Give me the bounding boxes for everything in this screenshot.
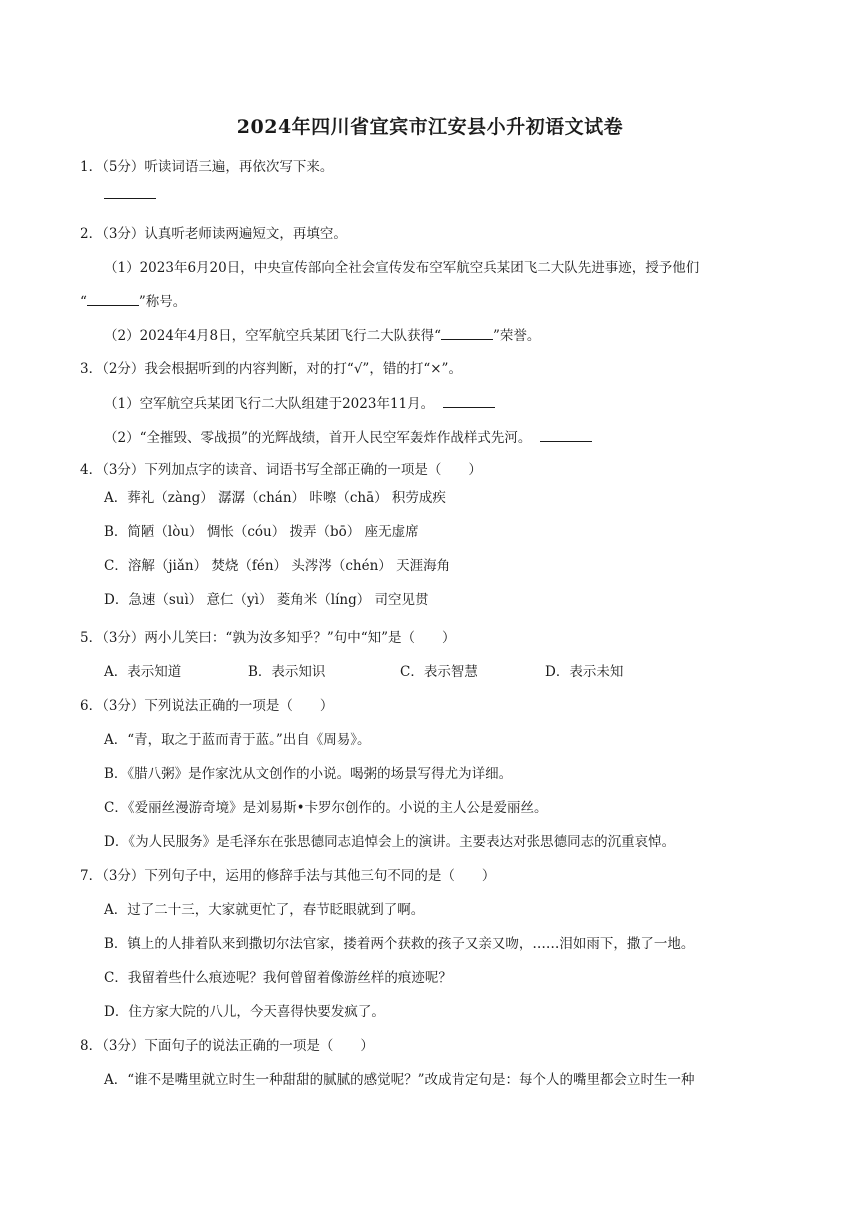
answer-blank-q1[interactable] xyxy=(104,198,156,199)
question-7-option-b: B．镇上的人排着队来到撒切尔法官家，搂着两个获救的孩子又亲又吻，……泪如雨下，撒了一地。 xyxy=(104,936,695,952)
question-4-option-d: D．急速（suì） 意仁（yì） 菱角米（líng） 司空见贯 xyxy=(104,592,429,608)
quote-close-text: ”称号。 xyxy=(138,294,187,310)
question-2-sub-1-line-2 xyxy=(80,291,186,312)
question-5-option-c: C．表示智慧 xyxy=(400,664,478,680)
question-6-option-d: D．《为人民服务》是毛泽东在张思德同志追悼会上的演讲。主要表达对张思德同志的沉重哀悼。 xyxy=(104,834,676,850)
answer-blank-q2-2[interactable] xyxy=(441,325,493,340)
question-6-option-a: A．“青，取之于蓝而青于蓝。”出自《周易》。 xyxy=(104,732,371,748)
question-5-option-b: B．表示知识 xyxy=(248,664,326,680)
question-6-option-c: C．《爱丽丝漫游奇境》是刘易斯•卡罗尔创作的。小说的主人公是爱丽丝。 xyxy=(104,800,548,816)
question-7-option-a: A．过了二十三，大家就更忙了，春节眨眼就到了啊。 xyxy=(104,902,425,918)
answer-blank-q3-2[interactable] xyxy=(540,427,592,442)
sub-2-text: （2）“全摧毁、零战损”的光辉战绩，首开人民空军轰炸作战样式先河。 xyxy=(104,430,532,446)
question-1-stem: 1．（5分）听读词语三遍，再依次写下来。 xyxy=(80,159,334,175)
answer-blank-q2-1[interactable] xyxy=(87,291,139,306)
sub-2-text-pre: （2）2024年4月8日，空军航空兵某团飞行二大队获得“ xyxy=(104,328,442,344)
question-8-option-a: A．“谁不是嘴里就立时生一种甜甜的腻腻的感觉呢？”改成肯定句是：每个人的嘴里都会立时生一种 xyxy=(104,1072,695,1088)
sub-1-text: （1）空军航空兵某团飞行二大队组建于2023年11月。 xyxy=(104,396,435,412)
question-3-sub-1 xyxy=(104,393,495,414)
answer-blank-q3-1[interactable] xyxy=(443,393,495,408)
question-7-option-c: C．我留着些什么痕迹呢？我何曾留着像游丝样的痕迹呢？ xyxy=(104,970,452,986)
question-6-stem: 6．（3分）下列说法正确的一项是（ ） xyxy=(80,698,334,714)
question-3-stem: 3．（2分）我会根据听到的内容判断，对的打“√”，错的打“×”。 xyxy=(80,361,462,377)
page-title: 2024年四川省宜宾市江安县小升初语文试卷 xyxy=(236,116,624,138)
question-7-option-d: D．住方家大院的八儿，今天喜得快要发疯了。 xyxy=(104,1004,385,1020)
question-5-option-a: A．表示知道 xyxy=(104,664,182,680)
question-2-sub-2 xyxy=(104,325,540,346)
question-2-sub-1-line-1: （1）2023年6月20日，中央宣传部向全社会宣传发布空军航空兵某团飞二大队先进事迹，授予他们 xyxy=(104,260,700,276)
question-4-option-b: B．简陋（lòu） 惆怅（cóu） 拨弄（bō） 座无虚席 xyxy=(104,524,419,540)
question-4-option-a: A．葬礼（zàng） 潺潺（chán） 咔嚓（chā） 积劳成疾 xyxy=(104,490,446,506)
sub-2-text-post: ”荣誉。 xyxy=(493,328,541,344)
question-3-sub-2 xyxy=(104,427,592,448)
question-8-stem: 8．（3分）下面句子的说法正确的一项是（ ） xyxy=(80,1038,374,1054)
question-7-stem: 7．（3分）下列句子中，运用的修辞手法与其他三句不同的是（ ） xyxy=(80,868,496,884)
question-4-stem: 4．（3分）下列加点字的读音、词语书写全部正确的一项是（ ） xyxy=(80,462,482,478)
question-6-option-b: B．《腊八粥》是作家沈从文创作的小说。喝粥的场景写得尤为详细。 xyxy=(104,766,513,782)
quote-open: “ xyxy=(80,294,87,310)
question-2-stem: 2．（3分）认真听老师读两遍短文，再填空。 xyxy=(80,226,347,242)
question-5-stem: 5．（3分）两小儿笑曰：“孰为汝多知乎？”句中“知”是（ ） xyxy=(80,630,456,646)
question-4-option-c: C．溶解（jiǎn） 焚烧（fén） 头涔涔（chén） 天涯海角 xyxy=(104,558,451,574)
question-5-option-d: D．表示未知 xyxy=(545,664,624,680)
